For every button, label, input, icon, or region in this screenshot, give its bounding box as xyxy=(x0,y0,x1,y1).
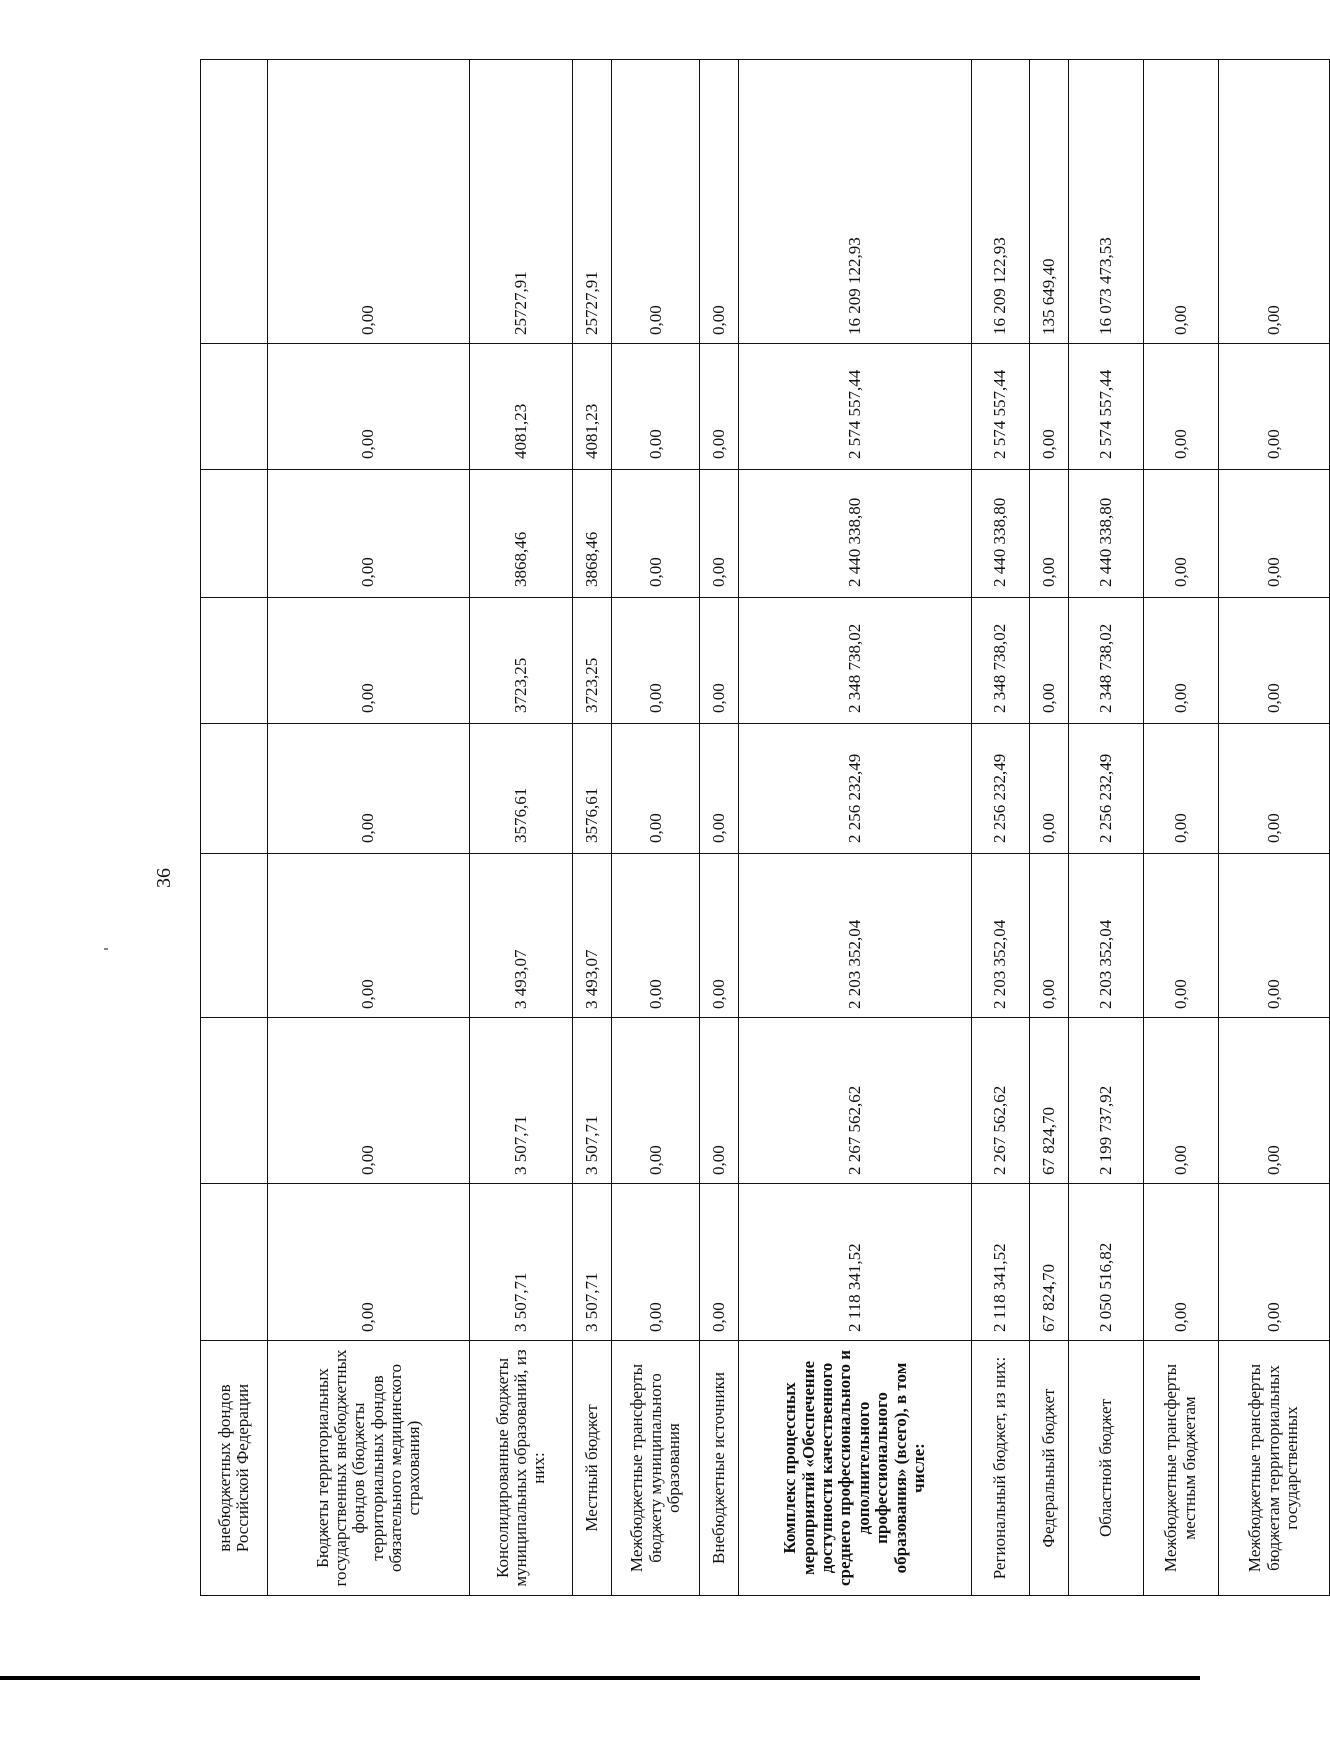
table-row xyxy=(1029,60,1068,1596)
table-row xyxy=(971,60,1029,1596)
value-cell: 16 209 122,93 xyxy=(738,60,971,344)
value-cell xyxy=(201,598,268,724)
value-cell: 4081,23 xyxy=(469,344,572,470)
value-cell: 2 267 562,62 xyxy=(971,1018,1029,1184)
value-cell: 0,00 xyxy=(1029,724,1068,854)
row-label: Бюджеты территориальных государственных внебюджетных фондов (бюджеты территориальных фондов обязательного медицинского страхования) xyxy=(268,1341,470,1596)
value-cell: 0,00 xyxy=(268,60,470,344)
row-label: Межбюджетные трансферты местным бюджетам xyxy=(1143,1341,1218,1596)
value-cell: 2 256 232,49 xyxy=(971,724,1029,854)
stray-mark xyxy=(104,948,108,950)
value-cell: 0,00 xyxy=(1143,344,1218,470)
value-cell xyxy=(201,470,268,598)
row-label: Региональный бюджет, из них: xyxy=(971,1341,1029,1596)
table-row xyxy=(1218,60,1329,1596)
value-cell xyxy=(201,854,268,1018)
budget-table xyxy=(200,59,1330,1596)
value-cell: 0,00 xyxy=(612,1184,700,1341)
value-cell: 3723,25 xyxy=(573,598,612,724)
table-row xyxy=(700,60,739,1596)
value-cell: 16 209 122,93 xyxy=(971,60,1029,344)
value-cell: 0,00 xyxy=(612,724,700,854)
value-cell: 0,00 xyxy=(700,598,739,724)
value-cell: 0,00 xyxy=(700,1018,739,1184)
value-cell: 0,00 xyxy=(612,598,700,724)
row-label: Федеральный бюджет xyxy=(1029,1341,1068,1596)
value-cell: 0,00 xyxy=(1143,1018,1218,1184)
value-cell: 2 256 232,49 xyxy=(738,724,971,854)
value-cell: 0,00 xyxy=(1143,470,1218,598)
value-cell: 0,00 xyxy=(1143,598,1218,724)
value-cell: 2 203 352,04 xyxy=(971,854,1029,1018)
row-label: Межбюджетные трансферты бюджету муниципального образования xyxy=(612,1341,700,1596)
value-cell: 0,00 xyxy=(700,1184,739,1341)
row-label: Комплекс процессных мероприятий «Обеспечение доступности качественного среднего профессионального и дополнительного профессионального образования» (всего), в том числе: xyxy=(738,1341,971,1596)
value-cell: 0,00 xyxy=(612,60,700,344)
value-cell: 2 440 338,80 xyxy=(738,470,971,598)
value-cell: 0,00 xyxy=(700,470,739,598)
value-cell xyxy=(201,1184,268,1341)
table-row xyxy=(738,60,971,1596)
value-cell xyxy=(201,724,268,854)
table-row xyxy=(268,60,470,1596)
value-cell: 16 073 473,53 xyxy=(1068,60,1143,344)
value-cell: 3576,61 xyxy=(469,724,572,854)
value-cell: 0,00 xyxy=(700,344,739,470)
value-cell: 0,00 xyxy=(268,1184,470,1341)
row-label: Консолидированные бюджеты муниципальных образований, из них: xyxy=(469,1341,572,1596)
value-cell: 3 507,71 xyxy=(573,1018,612,1184)
value-cell: 0,00 xyxy=(1218,60,1329,344)
value-cell: 2 050 516,82 xyxy=(1068,1184,1143,1341)
value-cell: 0,00 xyxy=(612,1018,700,1184)
value-cell: 0,00 xyxy=(268,344,470,470)
value-cell: 0,00 xyxy=(1218,724,1329,854)
table-row xyxy=(573,60,612,1596)
value-cell: 2 203 352,04 xyxy=(1068,854,1143,1018)
budget-table-frame xyxy=(200,60,1330,1596)
table-row xyxy=(201,60,268,1596)
value-cell: 2 440 338,80 xyxy=(971,470,1029,598)
value-cell: 3723,25 xyxy=(469,598,572,724)
value-cell: 0,00 xyxy=(612,470,700,598)
value-cell xyxy=(201,344,268,470)
value-cell: 3 507,71 xyxy=(469,1018,572,1184)
value-cell: 3868,46 xyxy=(469,470,572,598)
value-cell: 4081,23 xyxy=(573,344,612,470)
value-cell: 3 493,07 xyxy=(573,854,612,1018)
row-label: внебюджетных фондов Российской Федерации xyxy=(201,1341,268,1596)
value-cell: 3 507,71 xyxy=(573,1184,612,1341)
value-cell: 67 824,70 xyxy=(1029,1018,1068,1184)
value-cell: 0,00 xyxy=(1218,1018,1329,1184)
value-cell: 0,00 xyxy=(1143,724,1218,854)
value-cell: 3 493,07 xyxy=(469,854,572,1018)
value-cell: 2 440 338,80 xyxy=(1068,470,1143,598)
value-cell: 0,00 xyxy=(268,1018,470,1184)
value-cell: 2 348 738,02 xyxy=(738,598,971,724)
value-cell: 3576,61 xyxy=(573,724,612,854)
value-cell: 2 574 557,44 xyxy=(738,344,971,470)
value-cell: 0,00 xyxy=(1029,598,1068,724)
value-cell: 0,00 xyxy=(612,854,700,1018)
value-cell: 0,00 xyxy=(1143,1184,1218,1341)
value-cell: 2 574 557,44 xyxy=(1068,344,1143,470)
value-cell: 0,00 xyxy=(1029,854,1068,1018)
value-cell xyxy=(201,1018,268,1184)
value-cell: 0,00 xyxy=(700,724,739,854)
table-row xyxy=(612,60,700,1596)
value-cell: 2 348 738,02 xyxy=(971,598,1029,724)
value-cell: 0,00 xyxy=(1143,60,1218,344)
value-cell: 0,00 xyxy=(1218,1184,1329,1341)
row-label: Внебюджетные источники xyxy=(700,1341,739,1596)
value-cell: 0,00 xyxy=(1029,344,1068,470)
value-cell: 2 118 341,52 xyxy=(738,1184,971,1341)
value-cell: 0,00 xyxy=(268,854,470,1018)
table-row xyxy=(1143,60,1218,1596)
value-cell: 2 348 738,02 xyxy=(1068,598,1143,724)
value-cell: 0,00 xyxy=(1029,470,1068,598)
value-cell: 25727,91 xyxy=(469,60,572,344)
table-row xyxy=(469,60,572,1596)
value-cell: 0,00 xyxy=(1218,470,1329,598)
row-label: Местный бюджет xyxy=(573,1341,612,1596)
value-cell: 2 267 562,62 xyxy=(738,1018,971,1184)
value-cell: 3 507,71 xyxy=(469,1184,572,1341)
table-row xyxy=(1068,60,1143,1596)
value-cell: 0,00 xyxy=(268,598,470,724)
value-cell: 0,00 xyxy=(1218,854,1329,1018)
page-number: 36 xyxy=(153,868,175,888)
value-cell: 2 574 557,44 xyxy=(971,344,1029,470)
value-cell: 0,00 xyxy=(700,854,739,1018)
value-cell: 2 118 341,52 xyxy=(971,1184,1029,1341)
value-cell: 2 203 352,04 xyxy=(738,854,971,1018)
value-cell: 0,00 xyxy=(1143,854,1218,1018)
value-cell: 0,00 xyxy=(268,470,470,598)
value-cell: 25727,91 xyxy=(573,60,612,344)
value-cell: 0,00 xyxy=(1218,598,1329,724)
value-cell: 67 824,70 xyxy=(1029,1184,1068,1341)
value-cell: 0,00 xyxy=(612,344,700,470)
value-cell: 3868,46 xyxy=(573,470,612,598)
bottom-rule xyxy=(0,1676,1200,1680)
row-label: Областной бюджет xyxy=(1068,1341,1143,1596)
value-cell: 2 256 232,49 xyxy=(1068,724,1143,854)
value-cell: 2 199 737,92 xyxy=(1068,1018,1143,1184)
value-cell: 135 649,40 xyxy=(1029,60,1068,344)
row-label: Межбюджетные трансферты бюджетам территориальных государственных xyxy=(1218,1341,1329,1596)
value-cell xyxy=(201,60,268,344)
value-cell: 0,00 xyxy=(700,60,739,344)
value-cell: 0,00 xyxy=(1218,344,1329,470)
value-cell: 0,00 xyxy=(268,724,470,854)
